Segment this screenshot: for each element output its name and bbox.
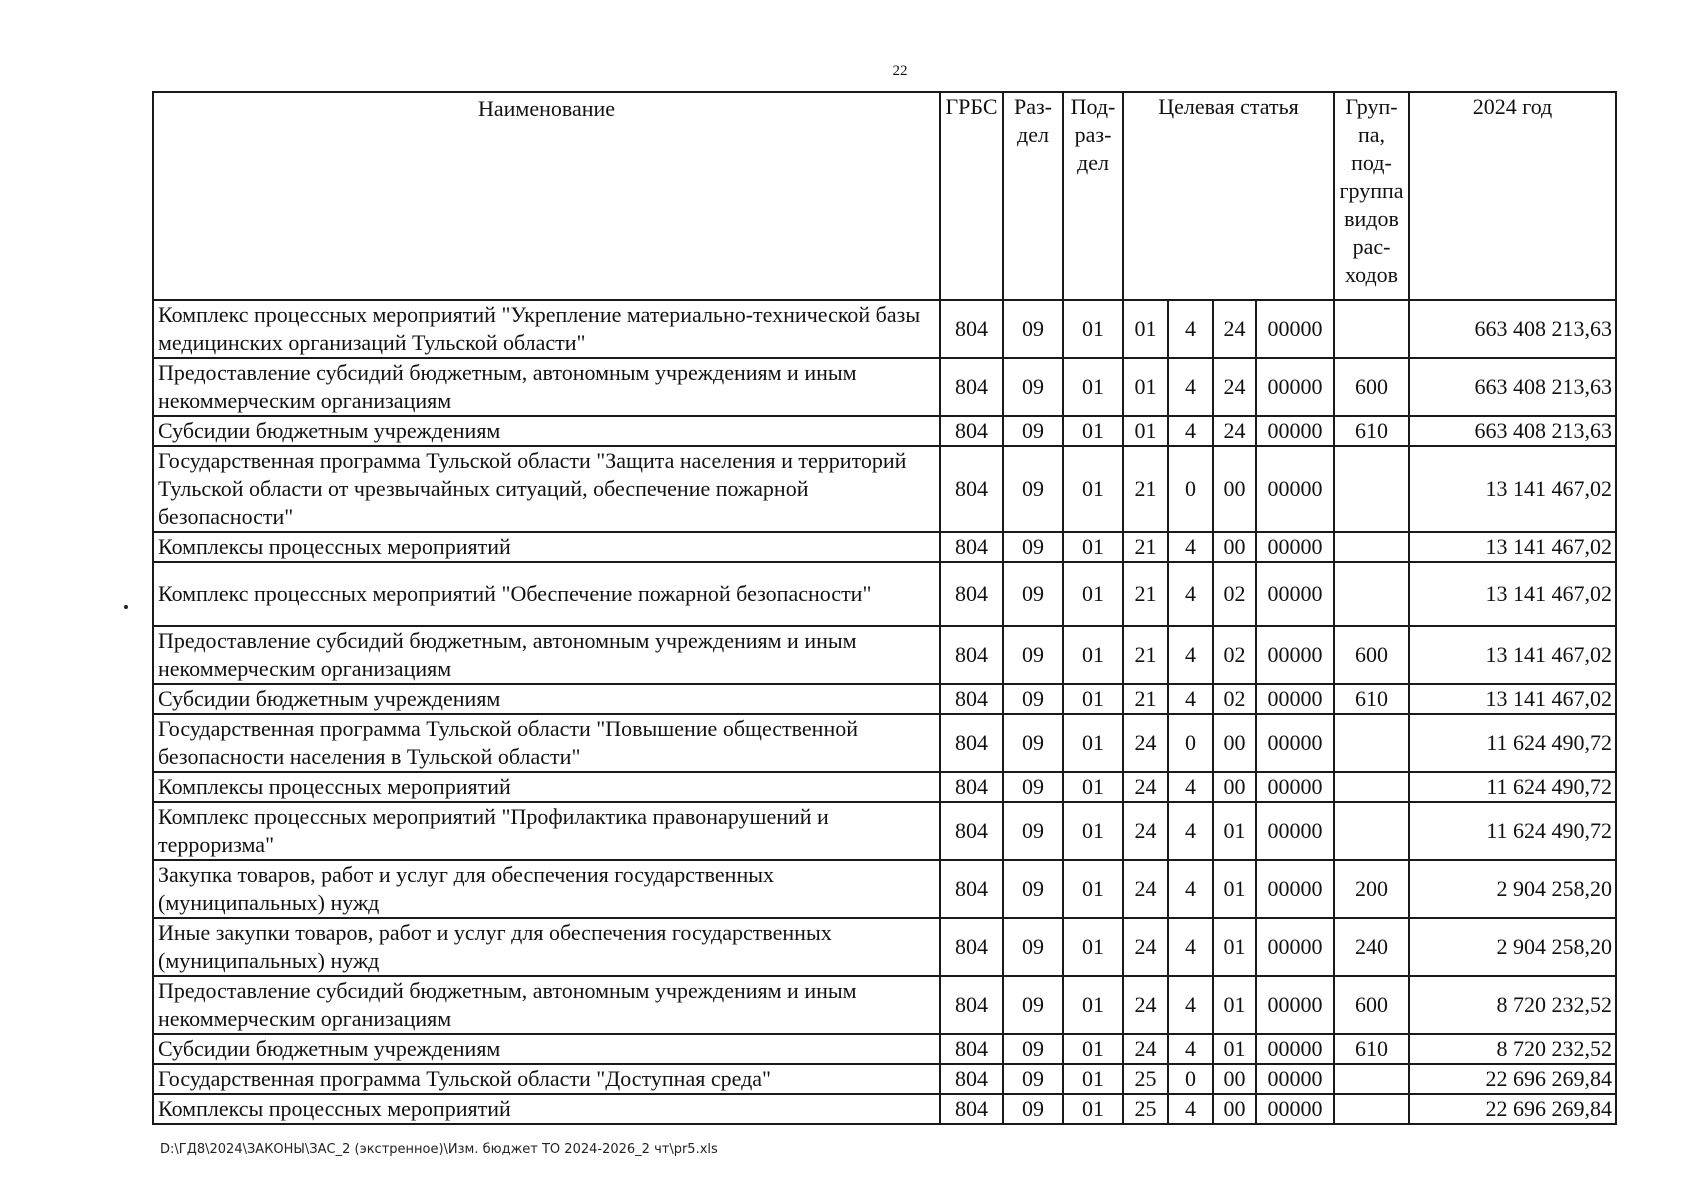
target-type-cell: 4 xyxy=(1168,358,1213,416)
grbs-cell: 804 xyxy=(940,684,1003,714)
table-row xyxy=(153,802,1616,860)
table-row xyxy=(153,918,1616,976)
target-type-cell: 0 xyxy=(1168,714,1213,772)
target-type-cell: 4 xyxy=(1168,860,1213,918)
grbs-cell: 804 xyxy=(940,358,1003,416)
header-podrazdel: Под- раз- дел xyxy=(1063,92,1123,300)
row-name-cell: Комплексы процессных мероприятий xyxy=(153,532,940,562)
row-name-cell: Комплекс процессных мероприятий "Обеспечение пожарной безопасности" xyxy=(153,562,940,626)
razdel-cell: 09 xyxy=(1003,772,1063,802)
podrazdel-cell: 01 xyxy=(1063,802,1123,860)
grbs-cell: 804 xyxy=(940,300,1003,358)
target-program-cell: 21 xyxy=(1123,684,1168,714)
razdel-cell: 09 xyxy=(1003,976,1063,1034)
expense-group-cell: 610 xyxy=(1334,684,1409,714)
target-program-cell: 24 xyxy=(1123,714,1168,772)
header-razdel: Раз- дел xyxy=(1003,92,1063,300)
target-type-cell: 4 xyxy=(1168,918,1213,976)
row-name-cell: Комплексы процессных мероприятий xyxy=(153,772,940,802)
podrazdel-cell: 01 xyxy=(1063,358,1123,416)
row-name-cell: Иные закупки товаров, работ и услуг для обеспечения государственных (муниципальных) нужд xyxy=(153,918,940,976)
target-program-cell: 25 xyxy=(1123,1064,1168,1094)
target-direction-cell: 00000 xyxy=(1256,300,1334,358)
row-name-cell: Субсидии бюджетным учреждениям xyxy=(153,1034,940,1064)
razdel-cell: 09 xyxy=(1003,714,1063,772)
podrazdel-cell: 01 xyxy=(1063,300,1123,358)
target-complex-cell: 00 xyxy=(1213,446,1256,532)
podrazdel-cell: 01 xyxy=(1063,918,1123,976)
expense-group-cell xyxy=(1334,300,1409,358)
podrazdel-cell: 01 xyxy=(1063,626,1123,684)
table-row xyxy=(153,684,1616,714)
footer-file-path: D:\ГД8\2024\ЗАКОНЫ\ЗАС_2 (экстренное)\Изм. бюджет ТО 2024-2026_2 чт\pr5.xls xyxy=(160,1142,718,1157)
target-program-cell: 21 xyxy=(1123,532,1168,562)
target-program-cell: 24 xyxy=(1123,802,1168,860)
target-complex-cell: 24 xyxy=(1213,300,1256,358)
target-complex-cell: 24 xyxy=(1213,416,1256,446)
table-header-row xyxy=(153,92,1616,300)
target-complex-cell: 01 xyxy=(1213,860,1256,918)
scan-speck xyxy=(124,605,128,609)
table-row xyxy=(153,532,1616,562)
grbs-cell: 804 xyxy=(940,802,1003,860)
target-type-cell: 4 xyxy=(1168,416,1213,446)
razdel-cell: 09 xyxy=(1003,446,1063,532)
target-direction-cell: 00000 xyxy=(1256,562,1334,626)
row-name-cell: Комплексы процессных мероприятий xyxy=(153,1094,940,1124)
grbs-cell: 804 xyxy=(940,626,1003,684)
expense-group-cell xyxy=(1334,446,1409,532)
target-program-cell: 01 xyxy=(1123,358,1168,416)
target-complex-cell: 00 xyxy=(1213,1064,1256,1094)
podrazdel-cell: 01 xyxy=(1063,714,1123,772)
podrazdel-cell: 01 xyxy=(1063,684,1123,714)
target-type-cell: 4 xyxy=(1168,626,1213,684)
amount-cell: 2 904 258,20 xyxy=(1409,860,1616,918)
podrazdel-cell: 01 xyxy=(1063,772,1123,802)
target-program-cell: 21 xyxy=(1123,446,1168,532)
target-program-cell: 24 xyxy=(1123,1034,1168,1064)
page-number: 22 xyxy=(892,63,908,79)
podrazdel-cell: 01 xyxy=(1063,1094,1123,1124)
podrazdel-cell: 01 xyxy=(1063,562,1123,626)
row-name-cell: Предоставление субсидий бюджетным, автономным учреждениям и иным некоммерческим организациям xyxy=(153,358,940,416)
target-program-cell: 21 xyxy=(1123,562,1168,626)
razdel-cell: 09 xyxy=(1003,802,1063,860)
expense-group-cell xyxy=(1334,532,1409,562)
grbs-cell: 804 xyxy=(940,532,1003,562)
target-complex-cell: 01 xyxy=(1213,1034,1256,1064)
row-name-cell: Комплекс процессных мероприятий "Профилактика правонарушений и терроризма" xyxy=(153,802,940,860)
row-name-cell: Государственная программа Тульской области "Доступная среда" xyxy=(153,1064,940,1094)
grbs-cell: 804 xyxy=(940,714,1003,772)
target-complex-cell: 02 xyxy=(1213,684,1256,714)
expense-group-cell: 610 xyxy=(1334,1034,1409,1064)
razdel-cell: 09 xyxy=(1003,918,1063,976)
target-direction-cell: 00000 xyxy=(1256,772,1334,802)
amount-cell: 663 408 213,63 xyxy=(1409,300,1616,358)
target-type-cell: 4 xyxy=(1168,300,1213,358)
header-name: Наименование xyxy=(153,92,940,300)
expense-group-cell xyxy=(1334,772,1409,802)
grbs-cell: 804 xyxy=(940,416,1003,446)
budget-table xyxy=(152,91,1617,1125)
target-direction-cell: 00000 xyxy=(1256,714,1334,772)
target-type-cell: 0 xyxy=(1168,446,1213,532)
row-name-cell: Субсидии бюджетным учреждениям xyxy=(153,416,940,446)
table-row xyxy=(153,446,1616,532)
target-program-cell: 24 xyxy=(1123,860,1168,918)
amount-cell: 22 696 269,84 xyxy=(1409,1094,1616,1124)
target-program-cell: 24 xyxy=(1123,918,1168,976)
target-direction-cell: 00000 xyxy=(1256,416,1334,446)
expense-group-cell: 200 xyxy=(1334,860,1409,918)
grbs-cell: 804 xyxy=(940,860,1003,918)
target-complex-cell: 00 xyxy=(1213,1094,1256,1124)
grbs-cell: 804 xyxy=(940,918,1003,976)
table-row xyxy=(153,714,1616,772)
expense-group-cell: 600 xyxy=(1334,976,1409,1034)
amount-cell: 13 141 467,02 xyxy=(1409,684,1616,714)
target-type-cell: 0 xyxy=(1168,1064,1213,1094)
amount-cell: 8 720 232,52 xyxy=(1409,976,1616,1034)
target-program-cell: 01 xyxy=(1123,300,1168,358)
target-direction-cell: 00000 xyxy=(1256,1064,1334,1094)
razdel-cell: 09 xyxy=(1003,358,1063,416)
target-direction-cell: 00000 xyxy=(1256,684,1334,714)
target-direction-cell: 00000 xyxy=(1256,1094,1334,1124)
table-body xyxy=(153,300,1616,1124)
razdel-cell: 09 xyxy=(1003,1064,1063,1094)
razdel-cell: 09 xyxy=(1003,1094,1063,1124)
target-direction-cell: 00000 xyxy=(1256,1034,1334,1064)
row-name-cell: Предоставление субсидий бюджетным, автономным учреждениям и иным некоммерческим организациям xyxy=(153,976,940,1034)
target-direction-cell: 00000 xyxy=(1256,358,1334,416)
target-complex-cell: 24 xyxy=(1213,358,1256,416)
razdel-cell: 09 xyxy=(1003,300,1063,358)
target-direction-cell: 00000 xyxy=(1256,446,1334,532)
razdel-cell: 09 xyxy=(1003,860,1063,918)
target-complex-cell: 02 xyxy=(1213,626,1256,684)
amount-cell: 13 141 467,02 xyxy=(1409,562,1616,626)
table-row xyxy=(153,1094,1616,1124)
amount-cell: 663 408 213,63 xyxy=(1409,416,1616,446)
razdel-cell: 09 xyxy=(1003,532,1063,562)
razdel-cell: 09 xyxy=(1003,416,1063,446)
amount-cell: 13 141 467,02 xyxy=(1409,626,1616,684)
target-type-cell: 4 xyxy=(1168,1034,1213,1064)
target-complex-cell: 00 xyxy=(1213,714,1256,772)
amount-cell: 8 720 232,52 xyxy=(1409,1034,1616,1064)
amount-cell: 663 408 213,63 xyxy=(1409,358,1616,416)
podrazdel-cell: 01 xyxy=(1063,416,1123,446)
target-direction-cell: 00000 xyxy=(1256,802,1334,860)
expense-group-cell xyxy=(1334,562,1409,626)
target-complex-cell: 01 xyxy=(1213,918,1256,976)
amount-cell: 11 624 490,72 xyxy=(1409,714,1616,772)
row-name-cell: Субсидии бюджетным учреждениям xyxy=(153,684,940,714)
target-program-cell: 25 xyxy=(1123,1094,1168,1124)
podrazdel-cell: 01 xyxy=(1063,1034,1123,1064)
amount-cell: 11 624 490,72 xyxy=(1409,802,1616,860)
grbs-cell: 804 xyxy=(940,772,1003,802)
target-program-cell: 21 xyxy=(1123,626,1168,684)
target-type-cell: 4 xyxy=(1168,976,1213,1034)
razdel-cell: 09 xyxy=(1003,684,1063,714)
grbs-cell: 804 xyxy=(940,1094,1003,1124)
expense-group-cell: 600 xyxy=(1334,358,1409,416)
podrazdel-cell: 01 xyxy=(1063,1064,1123,1094)
amount-cell: 11 624 490,72 xyxy=(1409,772,1616,802)
grbs-cell: 804 xyxy=(940,562,1003,626)
target-type-cell: 4 xyxy=(1168,684,1213,714)
expense-group-cell: 600 xyxy=(1334,626,1409,684)
expense-group-cell xyxy=(1334,1094,1409,1124)
row-name-cell: Государственная программа Тульской области "Защита населения и территорий Тульской области от чрезвычайных ситуаций, обеспечение пожарной безопасности" xyxy=(153,446,940,532)
target-direction-cell: 00000 xyxy=(1256,976,1334,1034)
table-row xyxy=(153,300,1616,358)
expense-group-cell xyxy=(1334,802,1409,860)
target-direction-cell: 00000 xyxy=(1256,918,1334,976)
target-direction-cell: 00000 xyxy=(1256,532,1334,562)
table-row xyxy=(153,860,1616,918)
table-row xyxy=(153,562,1616,626)
target-type-cell: 4 xyxy=(1168,1094,1213,1124)
podrazdel-cell: 01 xyxy=(1063,976,1123,1034)
row-name-cell: Закупка товаров, работ и услуг для обеспечения государственных (муниципальных) нужд xyxy=(153,860,940,918)
table-row xyxy=(153,976,1616,1034)
expense-group-cell xyxy=(1334,714,1409,772)
table-row xyxy=(153,1034,1616,1064)
amount-cell: 13 141 467,02 xyxy=(1409,532,1616,562)
expense-group-cell: 610 xyxy=(1334,416,1409,446)
target-program-cell: 01 xyxy=(1123,416,1168,446)
target-direction-cell: 00000 xyxy=(1256,860,1334,918)
razdel-cell: 09 xyxy=(1003,626,1063,684)
razdel-cell: 09 xyxy=(1003,562,1063,626)
target-type-cell: 4 xyxy=(1168,562,1213,626)
row-name-cell: Государственная программа Тульской области "Повышение общественной безопасности населения в Тульской области" xyxy=(153,714,940,772)
row-name-cell: Комплекс процессных мероприятий "Укрепление материально-технической базы медицинских организаций Тульской области" xyxy=(153,300,940,358)
header-target: Целевая статья xyxy=(1123,92,1334,300)
amount-cell: 2 904 258,20 xyxy=(1409,918,1616,976)
table-row xyxy=(153,626,1616,684)
grbs-cell: 804 xyxy=(940,976,1003,1034)
expense-group-cell xyxy=(1334,1064,1409,1094)
target-direction-cell: 00000 xyxy=(1256,626,1334,684)
podrazdel-cell: 01 xyxy=(1063,446,1123,532)
expense-group-cell: 240 xyxy=(1334,918,1409,976)
target-complex-cell: 01 xyxy=(1213,976,1256,1034)
table-row xyxy=(153,416,1616,446)
grbs-cell: 804 xyxy=(940,1034,1003,1064)
target-complex-cell: 02 xyxy=(1213,562,1256,626)
header-group: Груп- па, под- группа видов рас- ходов xyxy=(1334,92,1409,300)
target-complex-cell: 00 xyxy=(1213,532,1256,562)
target-program-cell: 24 xyxy=(1123,772,1168,802)
target-complex-cell: 01 xyxy=(1213,802,1256,860)
target-program-cell: 24 xyxy=(1123,976,1168,1034)
podrazdel-cell: 01 xyxy=(1063,860,1123,918)
target-type-cell: 4 xyxy=(1168,532,1213,562)
table-row xyxy=(153,1064,1616,1094)
grbs-cell: 804 xyxy=(940,446,1003,532)
row-name-cell: Предоставление субсидий бюджетным, автономным учреждениям и иным некоммерческим организациям xyxy=(153,626,940,684)
target-complex-cell: 00 xyxy=(1213,772,1256,802)
podrazdel-cell: 01 xyxy=(1063,532,1123,562)
header-year: 2024 год xyxy=(1409,92,1616,300)
amount-cell: 13 141 467,02 xyxy=(1409,446,1616,532)
table-row xyxy=(153,772,1616,802)
target-type-cell: 4 xyxy=(1168,802,1213,860)
razdel-cell: 09 xyxy=(1003,1034,1063,1064)
grbs-cell: 804 xyxy=(940,1064,1003,1094)
amount-cell: 22 696 269,84 xyxy=(1409,1064,1616,1094)
target-type-cell: 4 xyxy=(1168,772,1213,802)
header-grbs: ГРБС xyxy=(940,92,1003,300)
table-row xyxy=(153,358,1616,416)
